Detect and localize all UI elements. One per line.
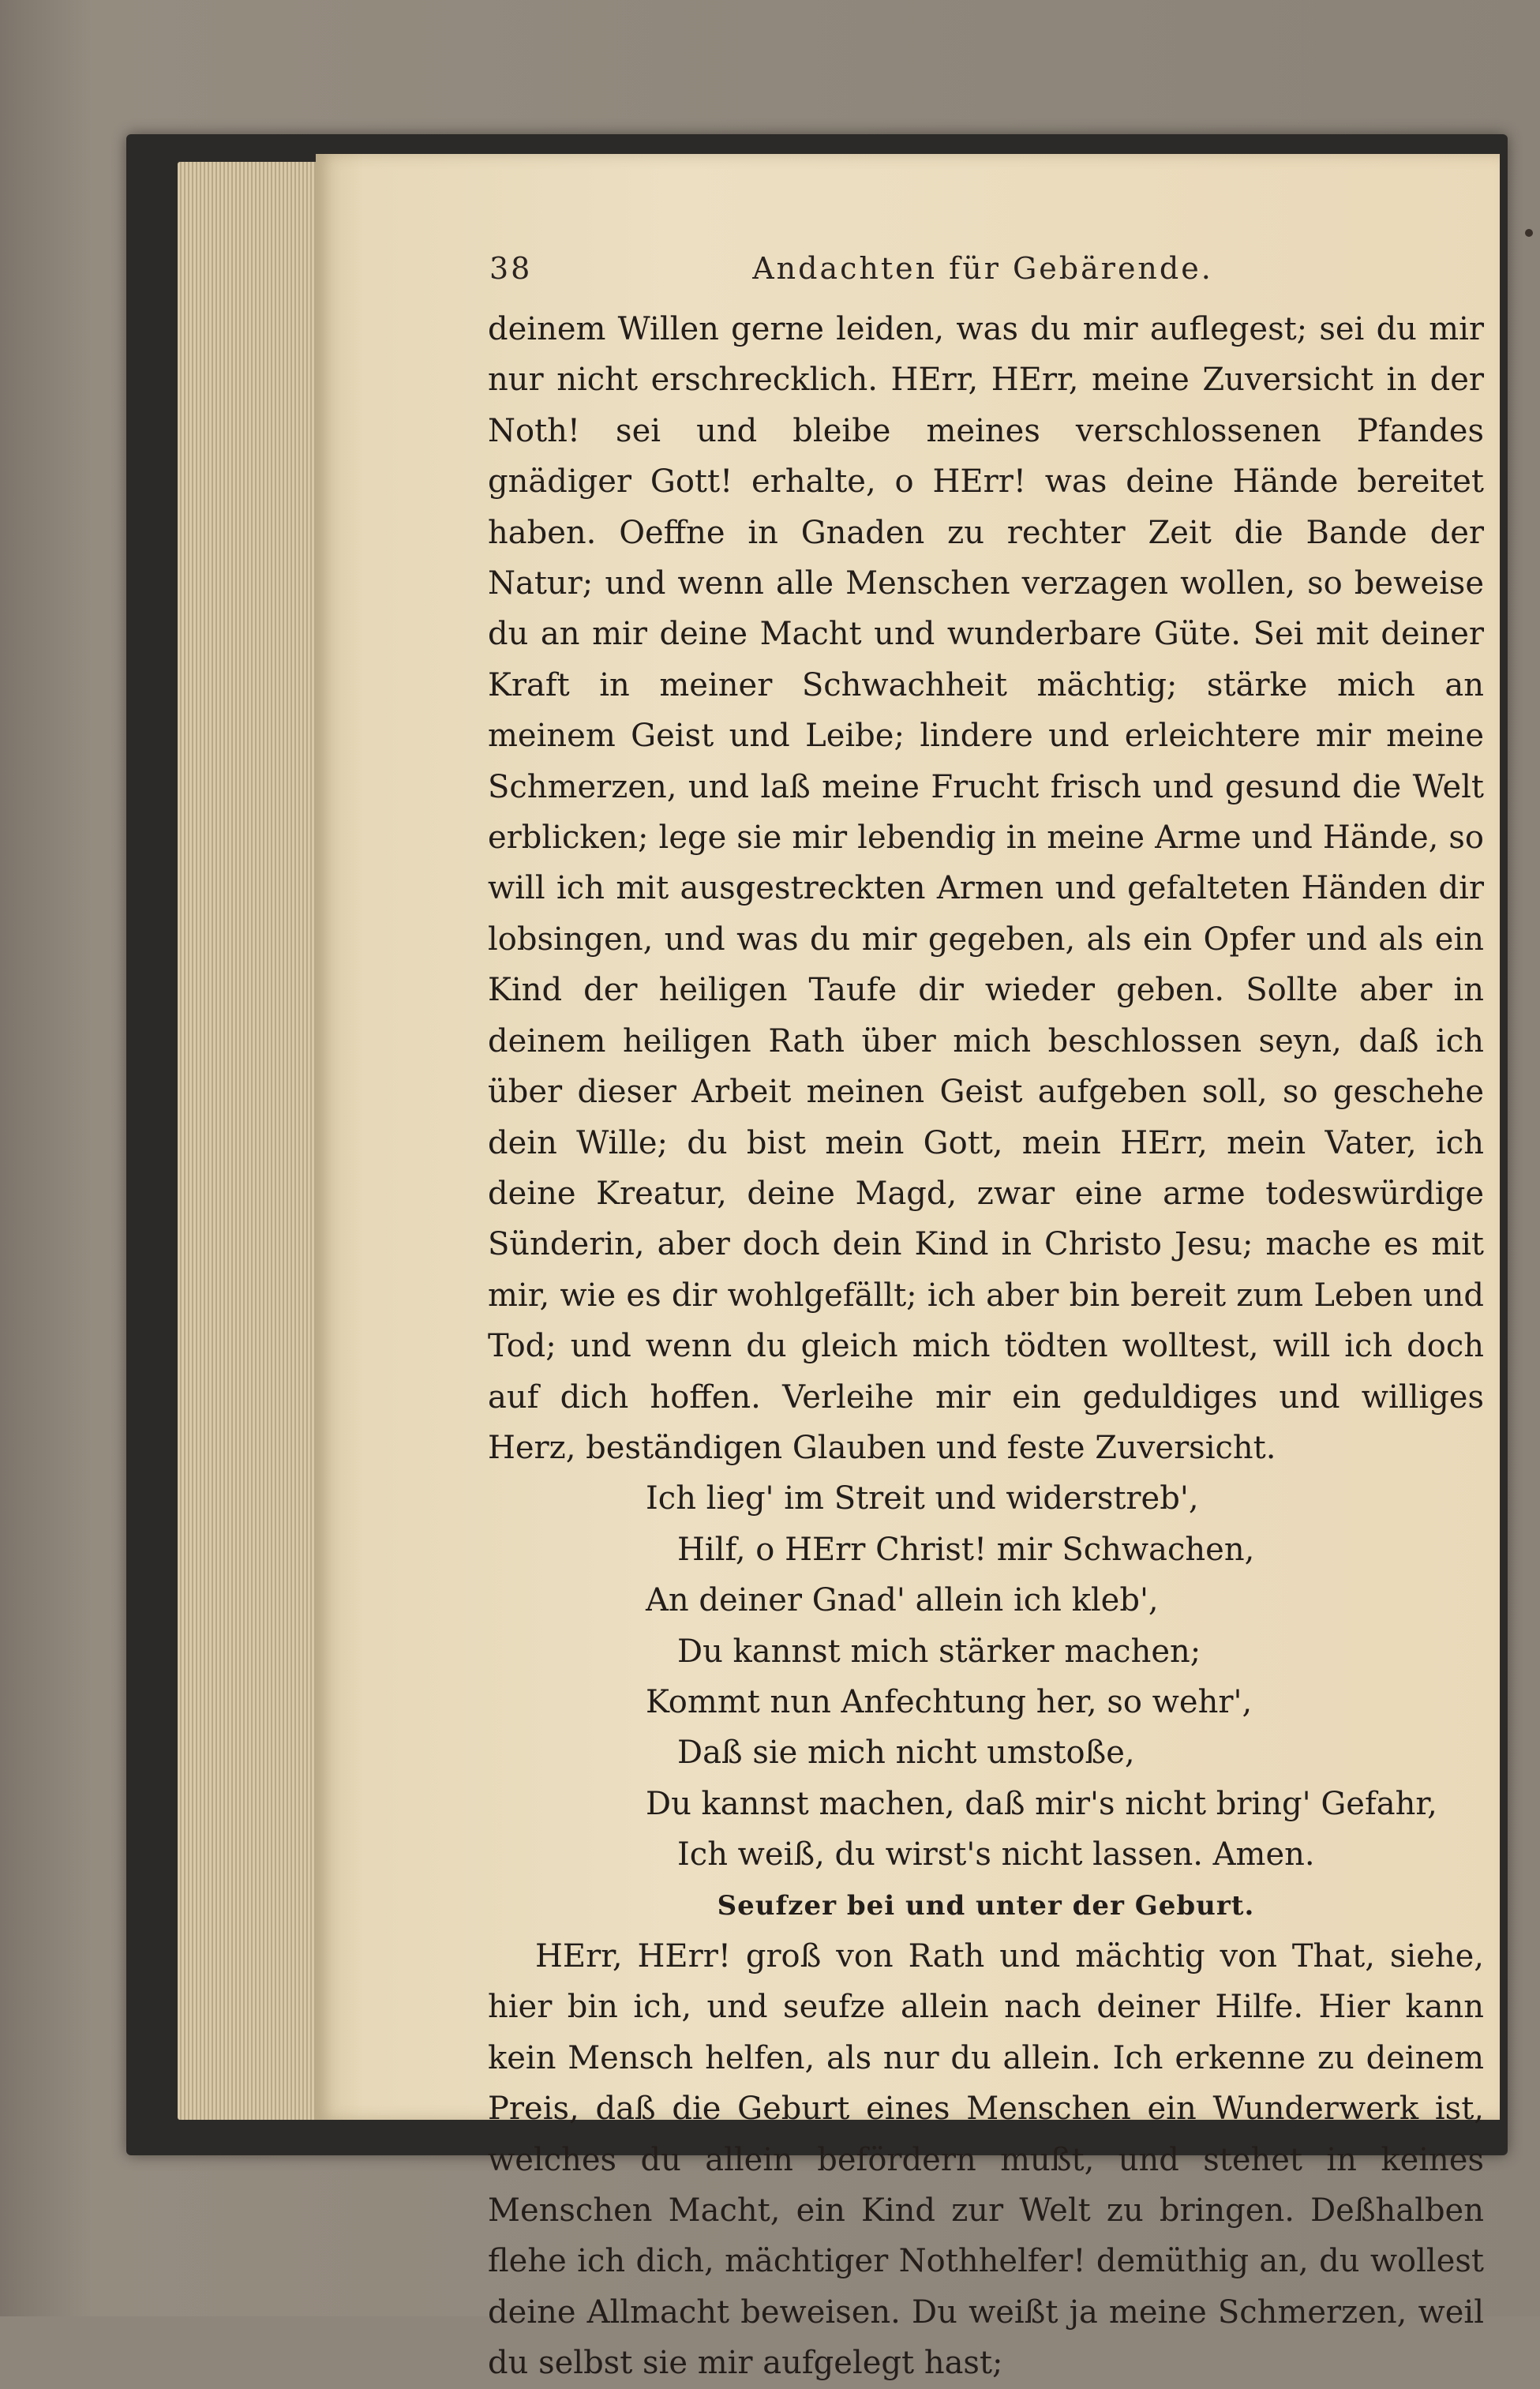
verse-line: Hilf, o HErr Christ! mir Schwachen, bbox=[677, 1531, 1255, 1568]
ink-dot-ornament bbox=[1525, 229, 1533, 237]
prayer-paragraph: deinem Willen gerne leiden, was du mir auflegest; sei du mir nur nicht erschrecklich. HErr, HErr, meine Zuversicht in der Noth! sei und bleibe meines verschlossenen Pfandes gnädiger Gott! erhalte, o HErr! was deine Hände bereitet haben. Oeffne in Gnaden zu rechter Zeit die Bande der Natur; und wenn alle Menschen verzagen wollen, so beweise du an mir deine Macht und wunderbare Güte. Sei mit deiner Kraft in meiner Schwachheit mächtig; stärke mich an meinem Geist und Leibe; lindere und erleichtere mir meine Schmerzen, und laß meine Frucht frisch und gesund die Welt erblicken; lege sie mir lebendig in meine Arme und Hände, so will ich mit ausgestreckten Armen und gefalteten Händen dir lobsingen, und was du mir gegeben, als ein Opfer und als ein Kind der heiligen Taufe dir wieder geben. Sollte aber in deinem heiligen Rath über mich beschlossen seyn, daß ich über dieser Arbeit meinen Geist aufgeben soll, so geschehe dein Wille; du bist mein Gott, mein HErr, mein Vater, ich deine Kreatur, deine Magd, zwar eine arme todeswürdige Sünderin, aber doch dein Kind in Christo Jesu; mache es mit mir, wie es dir wohlgefällt; ich aber bin bereit zum Leben und Tod; und wenn du gleich mich tödten wolltest, will ich doch auf dich hoffen. Verleihe mir ein geduldiges und williges Herz, beständigen Glauben und feste Zuversicht. bbox=[488, 311, 1484, 1466]
section-heading: Seufzer bei und unter der Geburt. bbox=[717, 1889, 1255, 1922]
verse-line: Ich lieg' im Streit und widerstreb', bbox=[646, 1480, 1199, 1517]
verse-line: An deiner Gnad' allein ich kleb', bbox=[646, 1582, 1159, 1619]
running-title: Andachten für Gebärende. bbox=[752, 251, 1213, 286]
prayer-paragraph: HErr, HErr! groß von Rath und mächtig von That, siehe, hier bin ich, und seufze allein nach deiner Hilfe. Hier kann kein Mensch helfen, als nur du allein. Ich erkenne zu deinem Preis, daß die Geburt eines Menschen ein Wunderwerk ist, welches du allein befördern mußt, und stehet in keines Menschen Macht, ein Kind zur Welt zu bringen. Deßhalben flehe ich dich, mächtiger Nothhelfer! demüthig an, du wollest deine Allmacht beweisen. Du weißt ja meine Schmerzen, weil du selbst sie mir aufgelegt hast; bbox=[488, 1938, 1484, 2382]
running-head bbox=[489, 251, 1476, 298]
page-number: 38 bbox=[489, 251, 533, 286]
page-edges bbox=[178, 162, 324, 2120]
text-block bbox=[488, 304, 1484, 2389]
verse-line: Kommt nun Anfechtung her, so wehr', bbox=[646, 1683, 1253, 1720]
verse-line: Ich weiß, du wirst's nicht lassen. Amen. bbox=[677, 1836, 1315, 1873]
verse-line: Du kannst machen, daß mir's nicht bring' Gefahr, bbox=[646, 1785, 1437, 1822]
hymn-verse bbox=[488, 1473, 1484, 1880]
verse-line: Du kannst mich stärker machen; bbox=[677, 1633, 1201, 1670]
verse-line: Daß sie mich nicht umstoße, bbox=[677, 1735, 1135, 1772]
